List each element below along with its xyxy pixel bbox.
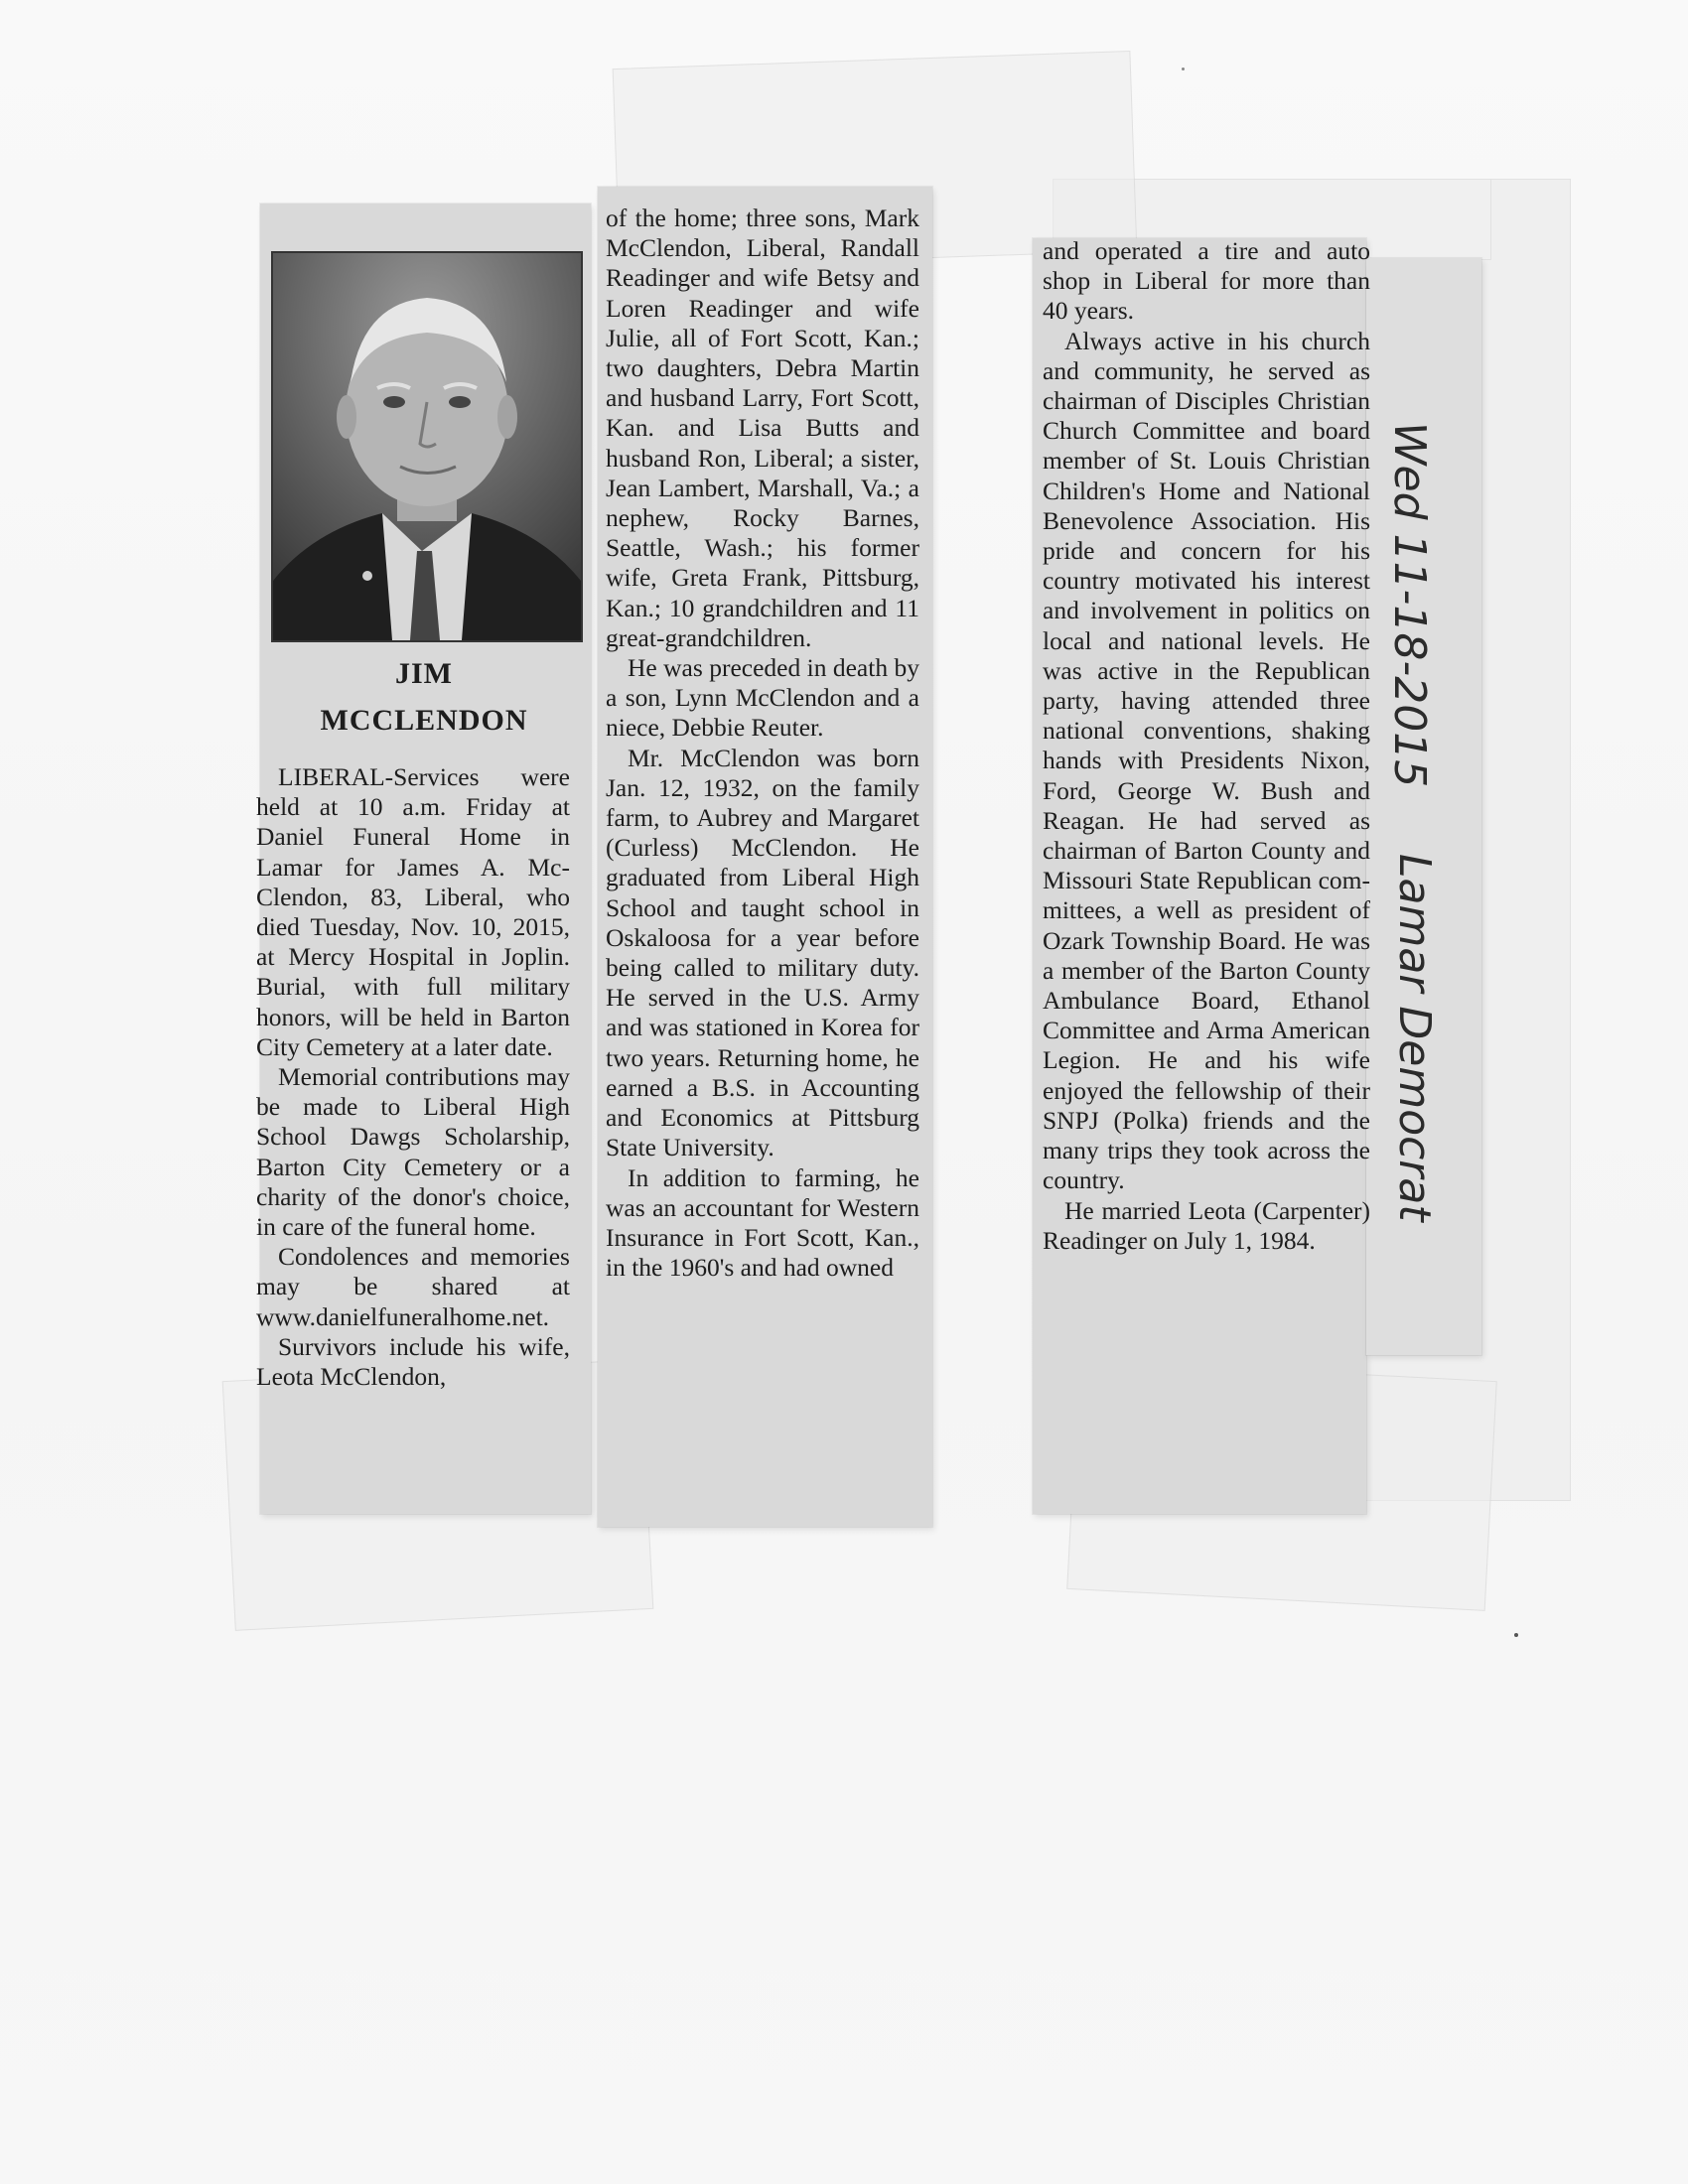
handwritten-date-note	[1384, 422, 1435, 787]
paragraph-career-continued: and operated a tire and auto shop in Liberal for more than 40 years.	[1043, 236, 1370, 326]
paragraph-memorials: Memorial contributions may be made to Liberal High School Dawgs Scholarship, Barton City Cemetery or a charity of the donor's choice, in care of the funeral home.	[256, 1062, 570, 1242]
paragraph-survivors-start: Survivors include his wife, Leota McClendon,	[256, 1331, 570, 1392]
paragraph-services: LIBERAL-Services were held at 10 a.m. Friday at Daniel Funeral Home in Lamar for James A. McClendon, 83, Liberal, who died Tuesday, Nov. 10, 2015, at Mercy Hospital in Joplin. Burial, with full military honors, will be held in Barton City Cemetery at a later date.	[256, 762, 570, 1061]
paragraph-preceded-in-death: He was preceded in death by a son, Lynn McClendon and a niece, Debbie Reuter.	[606, 653, 919, 743]
scan-speck	[1514, 1633, 1518, 1637]
paragraph-community-service: Always active in his church and community, he served as chairman of Disciples Christian Church Committee and board member of St. Louis Christian Children's Home and National Benevolence Association. His pride and concern for his country motivated his interest and involvement in politics on local and national levels. He was active in the Republican party, having attended three national conventions, shaking hands with Presidents Nixon, Ford, George W. Bush and Reagan. He had served as chairman of Barton County and Missouri State Republican committees, a well as president of Ozark Township Board. He was a member of the Barton County Ambulance Board, Ethanol Committee and Arma American Legion. He and his wife enjoyed the fellowship of their SNPJ (Polka) friends and the many trips they took across the country.	[1043, 326, 1370, 1195]
paragraph-survivors-continued: of the home; three sons, Mark McClendon, Liberal, Randall Readinger and wife Betsy and Loren Readinger and wife Julie, all of Fort Scott, Kan.; two daughters, Debra Martin and husband Larry, Fort Scott, Kan. and Lisa Butts and husband Ron, Liberal; a sister, Jean Lambert, Marshall, Va.; a nephew, Rocky Barnes, Seattle, Wash.; his former wife, Greta Frank, Pittsburg, Kan.; 10 grandchildren and 11 great-grandchildren.	[606, 204, 919, 652]
portrait-illustration	[273, 253, 581, 640]
portrait-photo	[271, 251, 583, 642]
handwritten-date: Wed 11-18-2015	[1384, 422, 1435, 788]
paragraph-biography: Mr. McClendon was born Jan. 12, 1932, on the family farm, to Aubrey and Margaret (Curless) McClendon. He graduated from Liberal High School and taught school in Oskaloosa for a year before being called to military duty. He served in the U.S. Army and was stationed in Korea for two years. Returning home, he earned a B.S. in Accounting and Economics at Pittsburg State University.	[606, 743, 919, 1162]
obituary-column-1-text	[256, 762, 570, 1392]
headline-last-name: MCCLENDON	[320, 704, 528, 737]
obituary-column-3-text	[1043, 236, 1370, 1256]
paragraph-career-start: In addition to farming, he was an accountant for Western Insurance in Fort Scott, Kan., in the 1960's and had owned	[606, 1162, 919, 1283]
handwritten-source-note	[1389, 854, 1440, 1222]
headline-first-name: JIM	[395, 657, 453, 690]
handwritten-source: Lamar Democrat	[1389, 854, 1440, 1222]
scan-speck	[1182, 68, 1185, 70]
obituary-column-2-text	[606, 204, 919, 1283]
obituary-headline	[260, 650, 588, 744]
paragraph-marriage: He married Leota (Carpenter) Readinger on July 1, 1984.	[1043, 1195, 1370, 1255]
paragraph-condolences: Condolences and memories may be shared at www.danielfuneralhome.net.	[256, 1242, 570, 1331]
